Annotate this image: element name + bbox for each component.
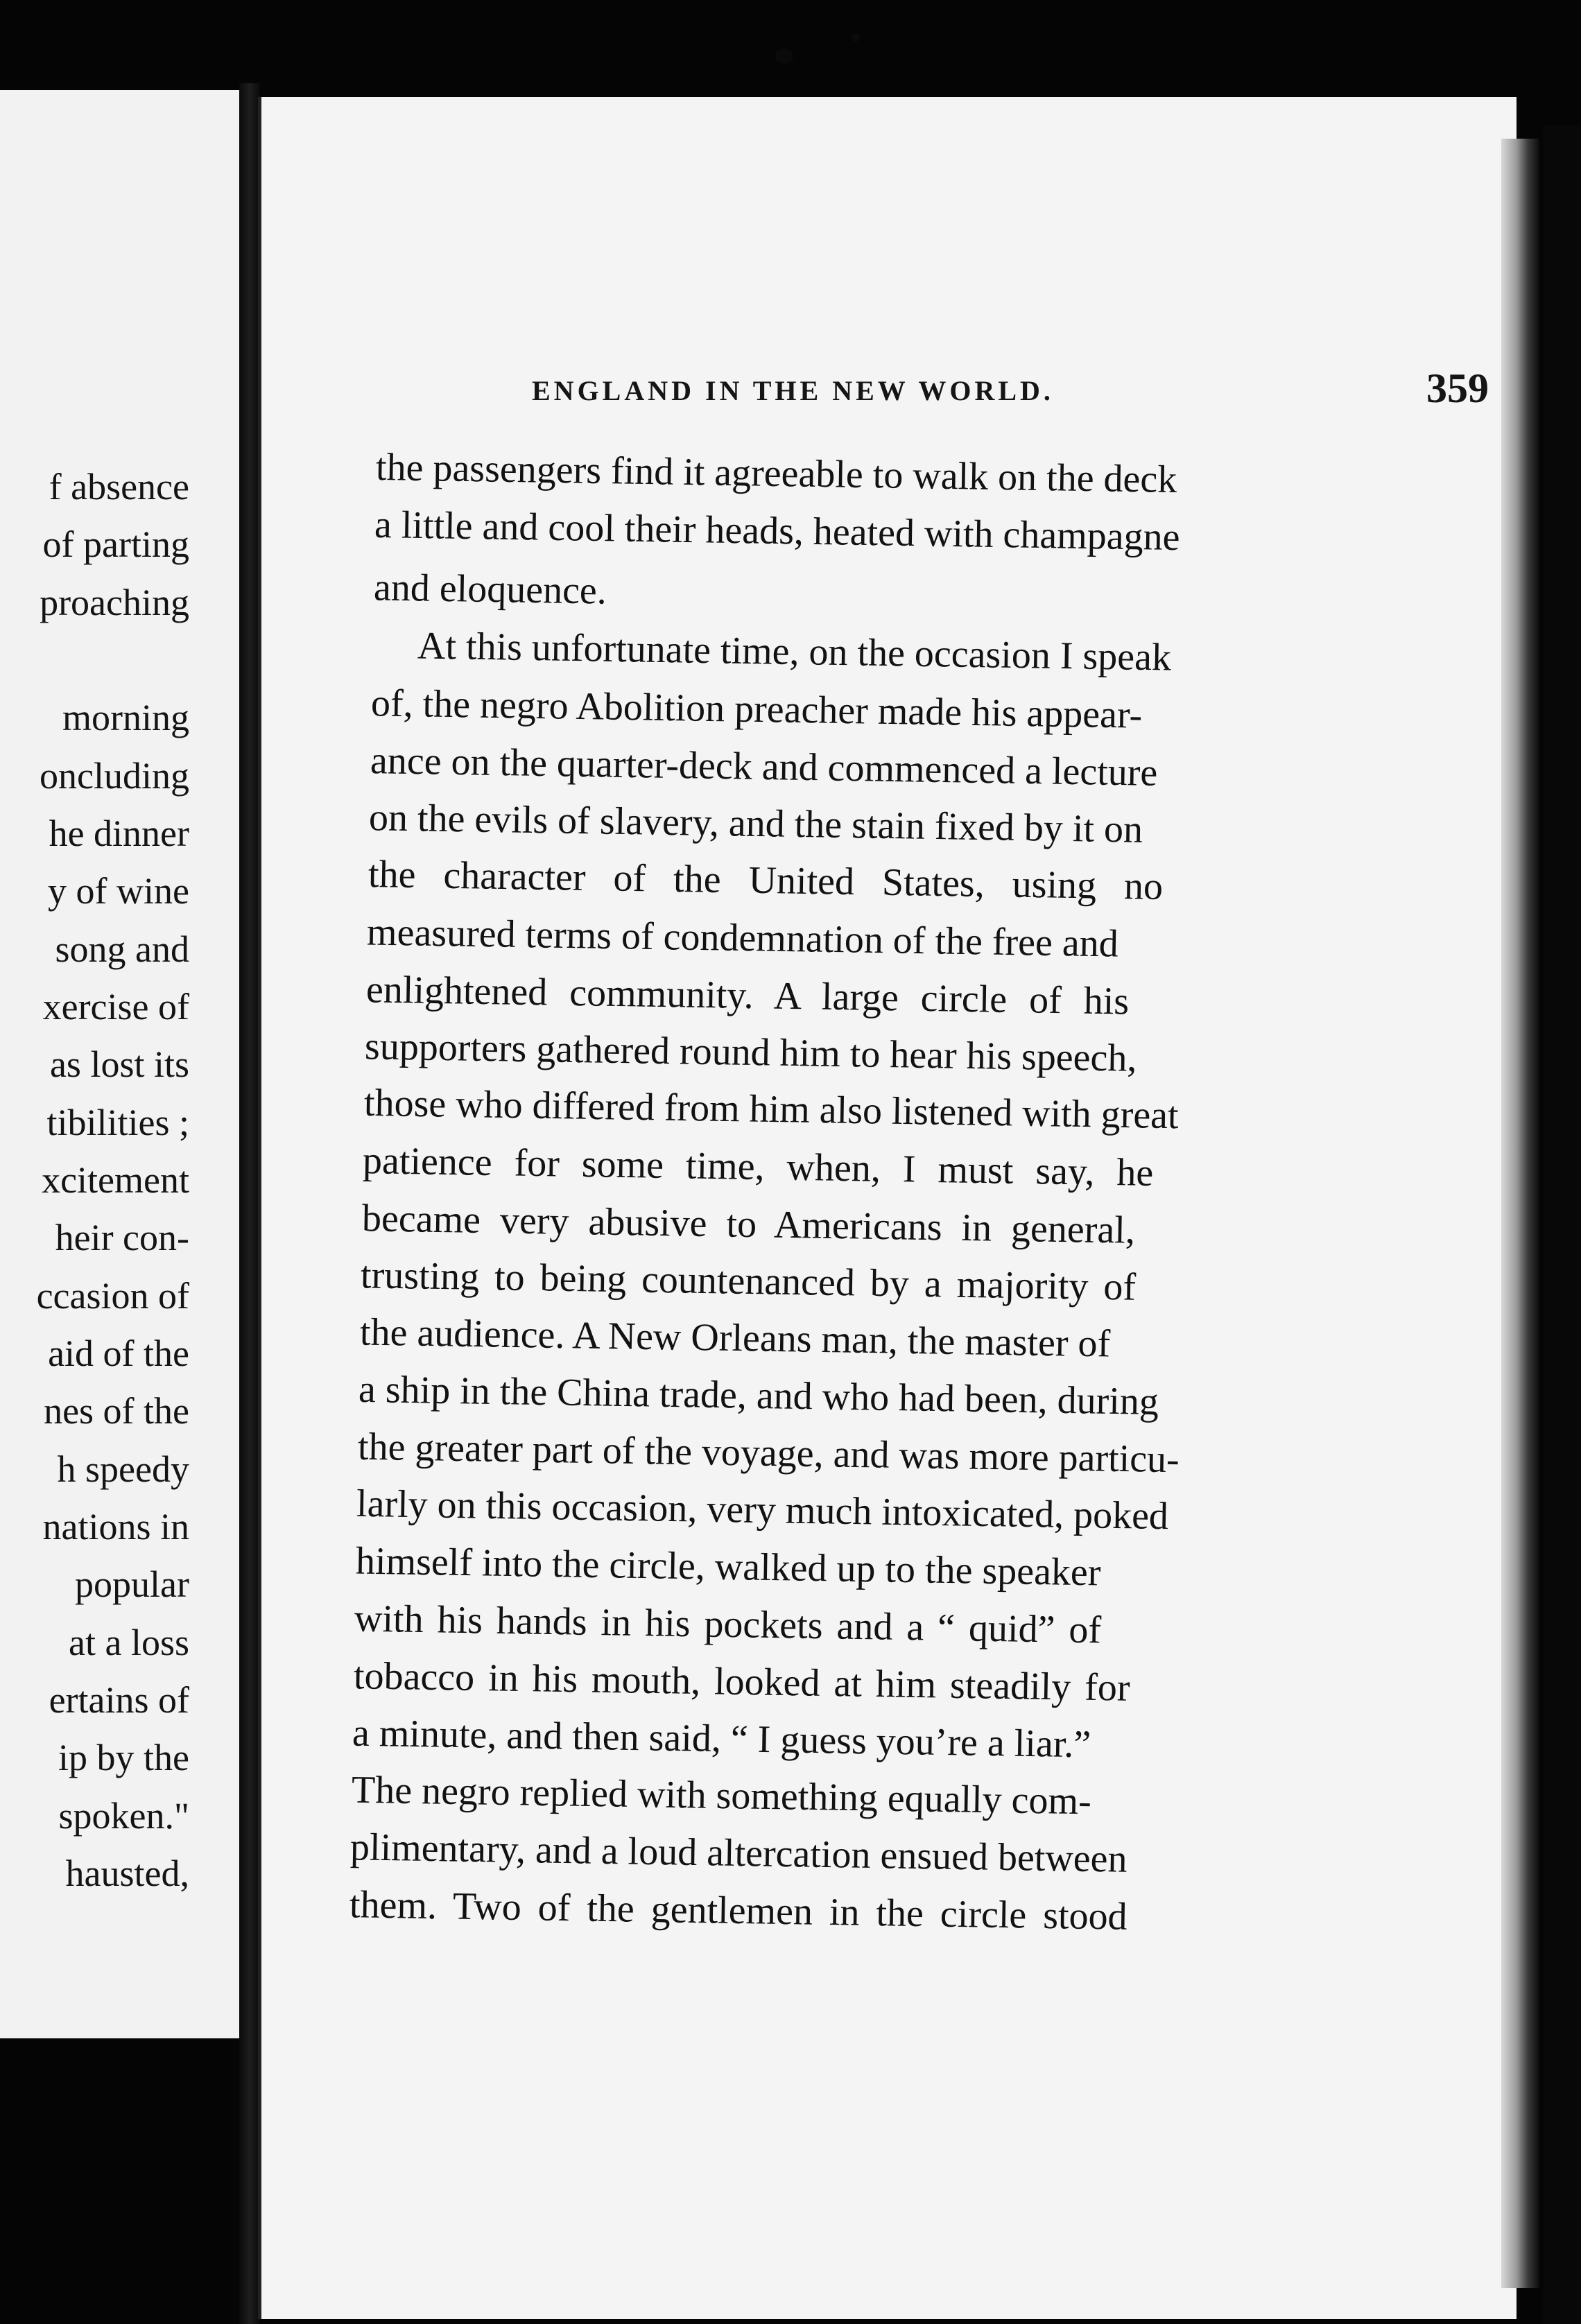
page-number: 359	[1426, 365, 1489, 411]
body-line: them. Two of the gentlemen in the circle stood	[349, 1883, 1128, 1939]
body-line: a minute, and then said, “ I guess you’re a liar.”	[352, 1711, 1091, 1767]
left-page-line: oncluding	[40, 755, 189, 797]
running-head-title: ENGLAND IN THE NEW WORLD.	[532, 375, 1054, 406]
left-page-line: ip by the	[58, 1737, 189, 1778]
body-line: became very abusive to Americans in general,	[361, 1197, 1136, 1252]
body-line: those who differed from him also listened with great	[363, 1081, 1180, 1138]
left-page-line: aid of the	[48, 1333, 189, 1374]
body-line: larly on this occasion, very much intoxicated, poked	[356, 1482, 1169, 1538]
left-page-line: ccasion of	[36, 1275, 189, 1317]
body-line: plimentary, and a loud altercation ensued between	[349, 1826, 1128, 1881]
scan-speck	[852, 33, 860, 42]
left-page-line: at a loss	[69, 1622, 189, 1663]
body-line: patience for some time, when, I must say, he	[362, 1139, 1154, 1195]
body-line: of, the negro Abolition preacher made his appear-	[370, 682, 1143, 737]
left-page-line: h speedy	[57, 1448, 189, 1490]
body-line: a ship in the China trade, and who had been, during	[358, 1367, 1159, 1424]
left-page-line: popular	[75, 1563, 189, 1605]
body-line: ance on the quarter-deck and commenced a lecture	[370, 739, 1158, 795]
body-line: the greater part of the voyage, and was more particu-	[357, 1425, 1180, 1482]
left-page-line: proaching	[40, 582, 189, 623]
left-page-line: xercise of	[42, 986, 189, 1027]
body-line: with his hands in his pockets and a “ quid” of	[354, 1597, 1102, 1652]
body-line: trusting to being countenanced by a majority of	[360, 1254, 1137, 1309]
left-page-line: song and	[55, 928, 189, 970]
left-page	[0, 90, 243, 2038]
left-page-line: xcitement	[42, 1159, 189, 1201]
left-page-line: ertains of	[49, 1679, 189, 1721]
body-line: At this unfortunate time, on the occasion I speak	[417, 624, 1172, 679]
body-line: enlightened community. A large circle of his	[365, 968, 1130, 1023]
left-page-line: of parting	[42, 523, 189, 565]
scan-border	[1543, 125, 1581, 2324]
left-page-line: tibilities ;	[46, 1102, 189, 1143]
left-page-line: spoken."	[58, 1795, 189, 1837]
left-page-line: heir con-	[55, 1217, 189, 1258]
body-line: The negro replied with something equally com-	[351, 1768, 1092, 1823]
body-line: on the evils of slavery, and the stain fixed by it on	[368, 796, 1143, 851]
left-page-line: nations in	[42, 1506, 189, 1547]
body-line: the character of the United States, using no	[368, 853, 1164, 908]
left-page-line: as lost its	[49, 1043, 189, 1085]
body-line: himself into the circle, walked up to the speaker	[355, 1539, 1101, 1595]
book-gutter	[239, 83, 260, 2324]
body-line: measured terms of condemnation of the free and	[366, 910, 1119, 966]
body-line: a little and cool their heads, heated with champagne	[374, 503, 1180, 560]
left-page-line: nes of the	[44, 1390, 189, 1432]
page-edge-shadow	[1501, 139, 1539, 2288]
left-page-line: hausted,	[65, 1853, 189, 1894]
scan-speck	[775, 49, 793, 64]
left-page-line: y of wine	[48, 870, 189, 912]
body-line: tobacco in his mouth, looked at him steadily for	[353, 1654, 1130, 1710]
page-body	[261, 97, 1517, 2319]
body-line: the passengers find it agreeable to walk on the deck	[375, 445, 1177, 502]
body-line: the audience. A New Orleans man, the master of	[359, 1310, 1111, 1366]
body-line: and eloquence.	[373, 566, 607, 613]
left-page-line: f absence	[49, 466, 189, 508]
left-page-line: morning	[62, 697, 189, 738]
right-page	[258, 97, 1517, 2319]
left-page-line: he dinner	[49, 813, 189, 854]
body-line: supporters gathered round him to hear his speech,	[364, 1025, 1137, 1080]
